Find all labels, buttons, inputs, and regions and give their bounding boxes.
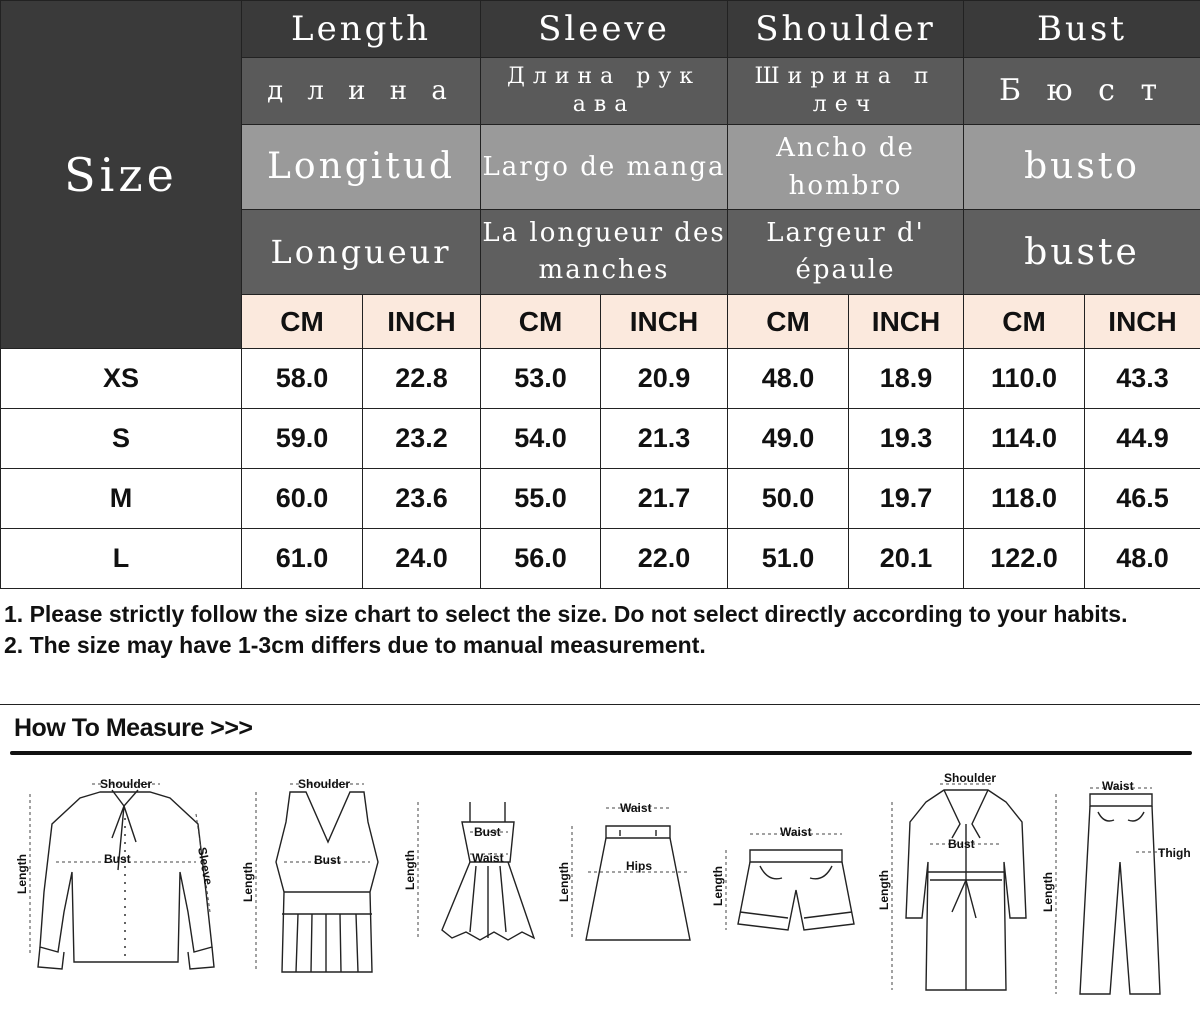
sleeve-header-en: Sleeve — [481, 1, 728, 58]
note-1: 1. Please strictly follow the size chart to select the size. Do not select directly according to your habits. — [4, 599, 1192, 630]
bust-header-es: busto — [964, 125, 1200, 210]
how-to-measure-title: How To Measure >>> — [14, 714, 253, 743]
bust-cm: 118.0 — [964, 469, 1085, 529]
bust-inch: 44.9 — [1085, 409, 1200, 469]
length-inch: 24.0 — [363, 529, 481, 589]
waist-label: Waist — [1102, 779, 1134, 793]
sleeve-inch: 21.3 — [601, 409, 728, 469]
title-divider — [10, 751, 1192, 755]
trousers-figure — [1080, 794, 1160, 994]
waist-label: Waist — [620, 801, 652, 815]
sleeve-cm: 53.0 — [481, 349, 601, 409]
hips-label: Hips — [626, 859, 652, 873]
bust-label: Bust — [314, 853, 341, 867]
unit-cm: CM — [242, 295, 363, 349]
table-row — [1, 469, 1200, 529]
dress-figure — [442, 802, 534, 940]
shoulder-header-en: Shoulder — [728, 1, 964, 58]
shoulder-label: Shoulder — [100, 777, 152, 791]
waist-label: Waist — [472, 851, 504, 865]
length-label: Length — [1041, 872, 1055, 912]
length-cm: 58.0 — [242, 349, 363, 409]
measure-figures — [0, 762, 1200, 1017]
length-inch: 23.6 — [363, 469, 481, 529]
length-header-fr: Longueur — [242, 210, 481, 295]
unit-inch: INCH — [363, 295, 481, 349]
sleeve-header-ru: Длина рук ава — [481, 58, 728, 125]
length-header-en: Length — [242, 1, 481, 58]
bust-header-fr: buste — [964, 210, 1200, 295]
table-row — [1, 409, 1200, 469]
shorts-figure — [738, 850, 854, 930]
note-2: 2. The size may have 1-3cm differs due to manual measurement. — [4, 630, 1192, 661]
size-name: S — [1, 409, 242, 469]
sleeve-inch: 21.7 — [601, 469, 728, 529]
shoulder-header-ru: Ширина п леч — [728, 58, 964, 125]
size-header: Size — [1, 1, 242, 349]
sleeve-header-fr: La longueur des manches — [481, 210, 728, 295]
size-name: L — [1, 529, 242, 589]
unit-inch: INCH — [1085, 295, 1200, 349]
thigh-label: Thigh — [1158, 846, 1191, 860]
shoulder-cm: 48.0 — [728, 349, 849, 409]
bust-header-ru: Б ю с т — [964, 58, 1200, 125]
shoulder-inch: 20.1 — [849, 529, 964, 589]
length-header-ru: д л и н а — [242, 58, 481, 125]
sleeve-label: Sleeve — [195, 846, 215, 886]
shoulder-label: Shoulder — [944, 771, 996, 785]
bust-header-en: Bust — [964, 1, 1200, 58]
sleeve-cm: 54.0 — [481, 409, 601, 469]
size-name: XS — [1, 349, 242, 409]
length-inch: 23.2 — [363, 409, 481, 469]
coat-figure — [906, 790, 1026, 990]
bust-cm: 110.0 — [964, 349, 1085, 409]
length-label: Length — [711, 866, 725, 906]
table-row — [1, 349, 1200, 409]
length-header-es: Longitud — [242, 125, 481, 210]
bust-cm: 122.0 — [964, 529, 1085, 589]
waist-label: Waist — [780, 825, 812, 839]
sleeve-inch: 20.9 — [601, 349, 728, 409]
bust-inch: 48.0 — [1085, 529, 1200, 589]
size-name: M — [1, 469, 242, 529]
sleeve-cm: 55.0 — [481, 469, 601, 529]
shoulder-cm: 49.0 — [728, 409, 849, 469]
bust-cm: 114.0 — [964, 409, 1085, 469]
shoulder-inch: 19.3 — [849, 409, 964, 469]
shoulder-header-fr: Largeur d' épaule — [728, 210, 964, 295]
length-label: Length — [241, 862, 255, 902]
bust-inch: 46.5 — [1085, 469, 1200, 529]
shoulder-label: Shoulder — [298, 777, 350, 791]
length-cm: 59.0 — [242, 409, 363, 469]
unit-cm: CM — [964, 295, 1085, 349]
sleeve-cm: 56.0 — [481, 529, 601, 589]
shoulder-inch: 18.9 — [849, 349, 964, 409]
length-cm: 60.0 — [242, 469, 363, 529]
shoulder-inch: 19.7 — [849, 469, 964, 529]
length-inch: 22.8 — [363, 349, 481, 409]
bust-label: Bust — [948, 837, 975, 851]
shoulder-cm: 51.0 — [728, 529, 849, 589]
size-notes — [0, 587, 1200, 705]
bust-inch: 43.3 — [1085, 349, 1200, 409]
bust-label: Bust — [474, 825, 501, 839]
length-label: Length — [403, 850, 417, 890]
blouse-figure — [38, 790, 214, 969]
length-label: Length — [557, 862, 571, 902]
unit-inch: INCH — [849, 295, 964, 349]
measure-figures-svg — [0, 762, 1200, 1017]
sleeve-header-es: Largo de manga — [481, 125, 728, 210]
tank-figure — [276, 792, 378, 972]
unit-inch: INCH — [601, 295, 728, 349]
unit-cm: CM — [728, 295, 849, 349]
shoulder-cm: 50.0 — [728, 469, 849, 529]
table-row — [1, 529, 1200, 589]
skirt-figure — [586, 826, 690, 940]
length-label: Length — [15, 854, 29, 894]
shoulder-header-es: Ancho de hombro — [728, 125, 964, 210]
bust-label: Bust — [104, 852, 131, 866]
unit-cm: CM — [481, 295, 601, 349]
length-label: Length — [877, 870, 891, 910]
sleeve-inch: 22.0 — [601, 529, 728, 589]
length-cm: 61.0 — [242, 529, 363, 589]
measure-lines — [30, 784, 1172, 994]
